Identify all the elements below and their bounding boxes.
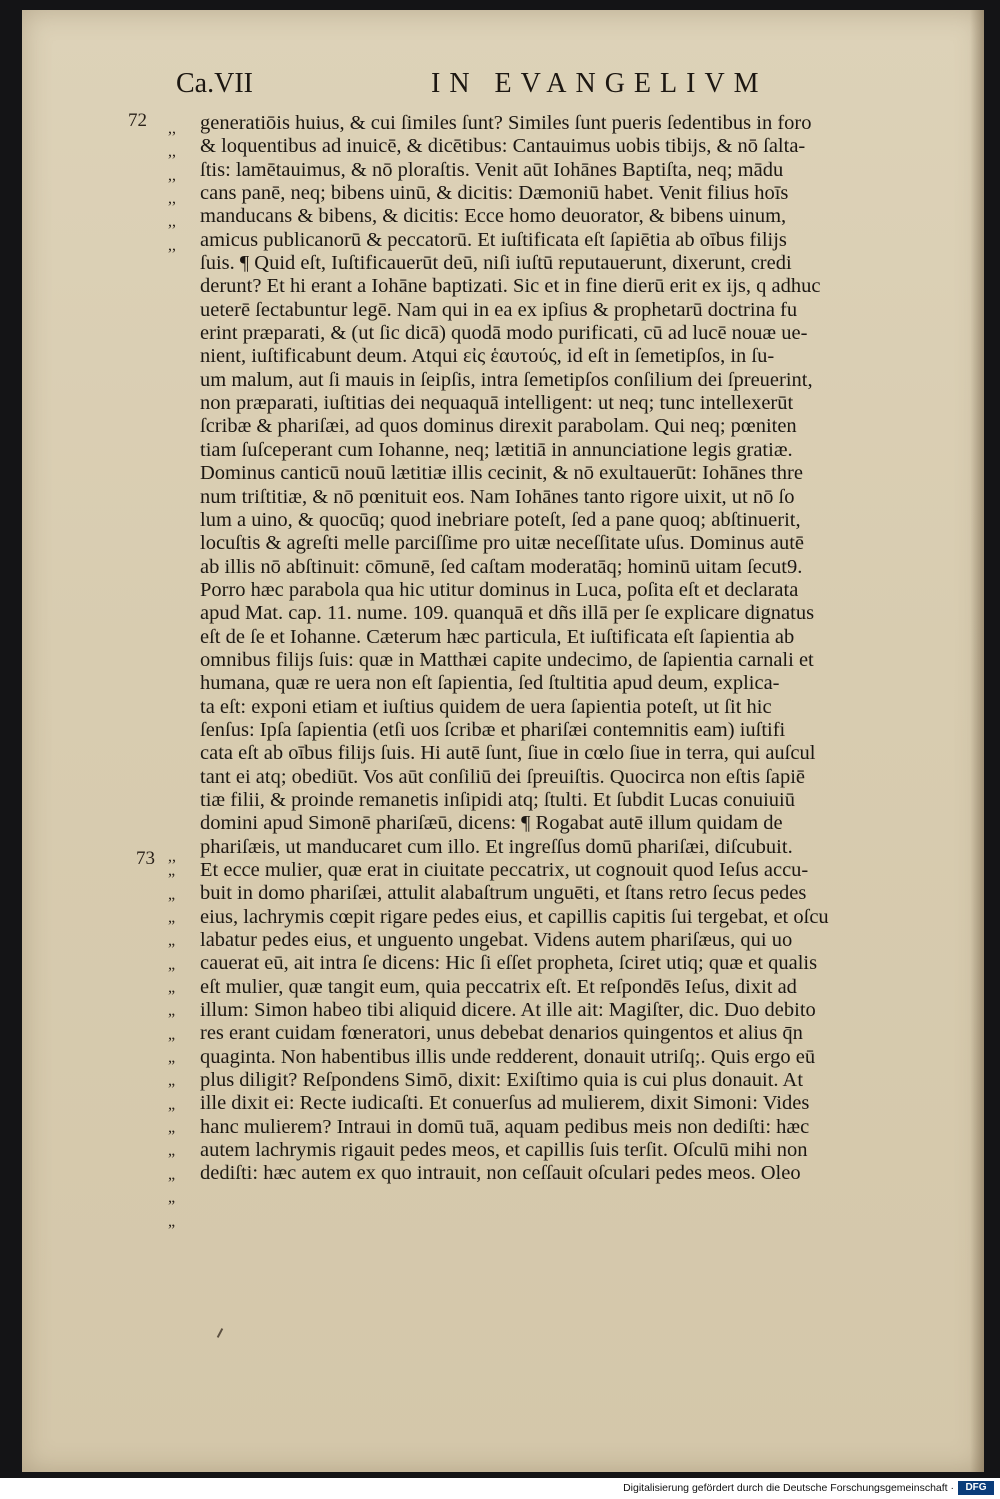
quote-marks-second-block <box>168 845 192 1242</box>
quote-mark: ,, <box>168 166 176 184</box>
quote-mark: ” <box>168 988 176 1006</box>
quote-mark: ” <box>168 1034 176 1052</box>
text-line: hanc mulierem? Intraui in domū tuā, aquam pedibus meis non dediſti: hæc <box>200 1115 810 1138</box>
quote-mark: ” <box>168 941 176 959</box>
text-line: autem lachrymis rigauit pedes meos, et capillis ſuis terſit. Oſculū mihi non <box>200 1139 808 1162</box>
text-line: ſuis. ¶ Quid eſt, Iuſtificauerūt deū, niſi iuſtū reputauerunt, dixerunt, credi <box>200 252 792 275</box>
text-line: ille dixit ei: Recte iudicaſti. Et conuerſus ad mulierem, dixit Simoni: Vides <box>200 1092 810 1115</box>
text-line: Dominus canticū nouū lætitiæ illis cecinit, & nō exultauerūt: Iohānes thre <box>200 462 803 485</box>
text-line: phariſæis, ut manducaret cum illo. Et ingreſſus domū phariſæi, diſcubuit. <box>200 835 793 858</box>
text-line: ſenſus: Ipſa ſapientia (etſi uos ſcribæ et phariſæi contemnitis eam) iuſtifi <box>200 718 786 741</box>
text-line: eſt mulier, quæ tangit eum, quia peccatrix eſt. Et reſpondēs Ieſus, dixit ad <box>200 975 797 998</box>
quote-mark: ” <box>168 894 176 912</box>
dfg-logo: DFG <box>958 1481 994 1495</box>
text-line: locuſtis & agreſti melle parciſſime pro uitæ neceſſitate uſus. Dominus autē <box>200 532 805 555</box>
text-line: ſtis: lamētauimus, & nō ploraſtis. Venit aūt Iohānes Baptiſta, neq; mādu <box>200 158 784 181</box>
text-line: omnibus filijs ſuis: quæ in Matthæi capite undecimo, de ſapientia carnali et <box>200 648 814 671</box>
text-line: manducans & bibens, & dicitis: Ecce homo deuorator, & bibens uinum, <box>200 205 787 228</box>
quote-mark: ” <box>168 918 176 936</box>
text-line: tant ei atq; obediūt. Vos aūt conſiliū dei ſpreuiſtis. Quocirca non eſtis ſapiē <box>200 765 806 788</box>
text-line: Et ecce mulier, quæ erat in ciuitate peccatrix, ut cognouit quod Ieſus accu- <box>200 859 809 881</box>
text-line: cans panē, neq; bibens uinū, & dicitis: Dæmoniū habet. Venit filius hoīs <box>200 182 789 205</box>
margin-number-top: 72 <box>128 110 147 131</box>
quote-mark: ” <box>168 871 176 889</box>
text-line: res erant cuidam fœneratori, unus debebat denarios quingentos et alius q̄n <box>200 1022 803 1045</box>
chapter-label: Ca.VII <box>176 68 253 99</box>
quote-mark: ,, <box>168 143 176 161</box>
text-line: ſcribæ & phariſæi, ad quos dominus direxit parabolam. Qui neq; pœniten <box>200 415 797 438</box>
running-title: IN EVANGELIVM <box>431 68 768 99</box>
text-line: plus diligit? Reſpondens Simō, dixit: Exiſtimo quia is cui plus donauit. At <box>200 1069 804 1092</box>
text-line: ab illis nō abſtinuit: cōmunē, ſed caſtam moderatāq; hominū uitam ſecut9. <box>200 555 803 578</box>
quote-mark: ,, <box>168 190 176 208</box>
text-line: buit in domo phariſæi, attulit alabaſtrum unguēti, et ſtans retro ſecus pedes <box>200 882 807 905</box>
page-edge-shadow <box>970 10 984 1472</box>
quote-mark: ” <box>168 1058 176 1076</box>
text-line: ta eſt: exponi etiam et iuſtius quidem de uera ſapientia poteſt, ut ſit hic <box>200 695 772 718</box>
quote-mark: ” <box>168 1104 176 1122</box>
quote-mark: ” <box>168 964 176 982</box>
text-line: & loquentibus ad inuicē, & dicētibus: Cantauimus uobis tibijs, & nō ſalta- <box>200 135 806 158</box>
quote-mark: ,, <box>168 213 176 231</box>
body-text <box>200 112 945 1186</box>
text-line: eius, lachrymis cœpit rigare pedes eius, et capillis capitis ſui tergebat, et oſcu <box>200 905 829 928</box>
text-line: um malum, aut ſi mauis in ſeipſis, intra ſemetipſos conſilium dei ſpreuerint, <box>200 368 813 391</box>
quote-mark: ” <box>168 1221 176 1239</box>
funding-credit: Digitalisierung gefördert durch die Deutsche Forschungsgemeinschaft · <box>623 1482 954 1494</box>
quote-mark: ,, <box>168 120 176 137</box>
quote-mark: ,, <box>168 236 176 254</box>
text-line: erint præparati, & (ut ſic dicā) quodā modo purificati, cū ad lucē nouæ ue- <box>200 322 808 345</box>
text-line: derunt? Et hi erant a Iohāne baptizati. Sic et in fine dierū erit ex ijs, q adhuc <box>200 275 821 298</box>
text-line: apud Mat. cap. 11. nume. 109. quanquā et dñs illā per ſe explicare dignatus <box>200 602 815 625</box>
running-head <box>176 68 816 108</box>
text-line: amicus publicanorū & peccatorū. Et iuſtificata eſt ſapiētia ab oībus filijs <box>200 228 787 251</box>
text-line: labatur pedes eius, et unguento ungebat. Videns autem phariſæus, qui uo <box>200 929 793 952</box>
quote-mark: ” <box>168 1011 176 1029</box>
quote-mark: ” <box>168 1174 176 1192</box>
text-line: generatiōis huius, & cui ſimiles ſunt? Similes ſunt pueris ſedentibus in foro <box>200 112 812 134</box>
text-line: humana, quæ re uera non eſt ſapientia, ſed ſtultitia apud deum, explica- <box>200 672 780 695</box>
text-line: quaginta. Non habentibus illis unde redderent, donauit utriſq;. Quis ergo eū <box>200 1045 816 1068</box>
text-line: ueterē ſectabuntur legē. Nam qui in ea ex ipſius & prophetarū doctrina fu <box>200 298 798 321</box>
text-line: tiam ſuſceperant cum Iohanne, neq; lætitiā in annunciatione legis gratiæ. <box>200 438 793 461</box>
text-line: eſt de ſe et Iohanne. Cæterum hæc particula, Et iuſtificata eſt ſapientia ab <box>200 625 795 648</box>
quote-mark: ” <box>168 1151 176 1169</box>
text-line: dediſti: hæc autem ex quo intrauit, non ceſſauit oſculari pedes meos. Oleo <box>200 1162 801 1185</box>
quote-marks-first-block <box>168 117 192 257</box>
text-line: tiæ filii, & proinde remanetis inſipidi atq; ſtulti. Et ſubdit Lucas conuiuiū <box>200 788 795 811</box>
quote-mark: ” <box>168 1198 176 1216</box>
text-line: domini apud Simonē phariſæū, dicens: ¶ Rogabat autē illum quidam de <box>200 812 783 835</box>
text-line: num triſtitiæ, & nō pœnituit eos. Nam Iohānes tanto rigore uixit, ut nō ſo <box>200 485 795 508</box>
quote-mark: ” <box>168 1081 176 1099</box>
text-line: non præparati, iuſtitias dei nequaquā intelligent: ut neq; tunc intellexerūt <box>200 392 794 415</box>
quote-mark: ” <box>168 1128 176 1146</box>
text-line: cata eſt ab oībus filijs ſuis. Hi autē ſunt, ſiue in cœlo ſiue in terra, qui auſcul <box>200 742 816 765</box>
text-line: illum: Simon habeo tibi aliquid dicere. At ille ait: Magiſter, dic. Duo debito <box>200 999 816 1022</box>
footer-bar <box>0 1479 1000 1499</box>
text-line: nient, iuſtificabunt deum. Atqui εἰς ἑαυτούς, id eſt in ſemetipſos, in ſu- <box>200 345 775 368</box>
text-line: cauerat eū, ait intra ſe dicens: Hic ſi eſſet propheta, ſciret utiq; quæ et qualis <box>200 952 818 975</box>
quote-mark: ,, <box>168 848 176 865</box>
text-line: lum a uino, & quocūq; quod inebriare poteſt, ſed a pane quoq; abſtinuerit, <box>200 508 801 531</box>
margin-number-middle: 73 <box>136 848 155 869</box>
text-line: Porro hæc parabola qua hic utitur dominus in Luca, poſita eſt et declarata <box>200 578 799 601</box>
